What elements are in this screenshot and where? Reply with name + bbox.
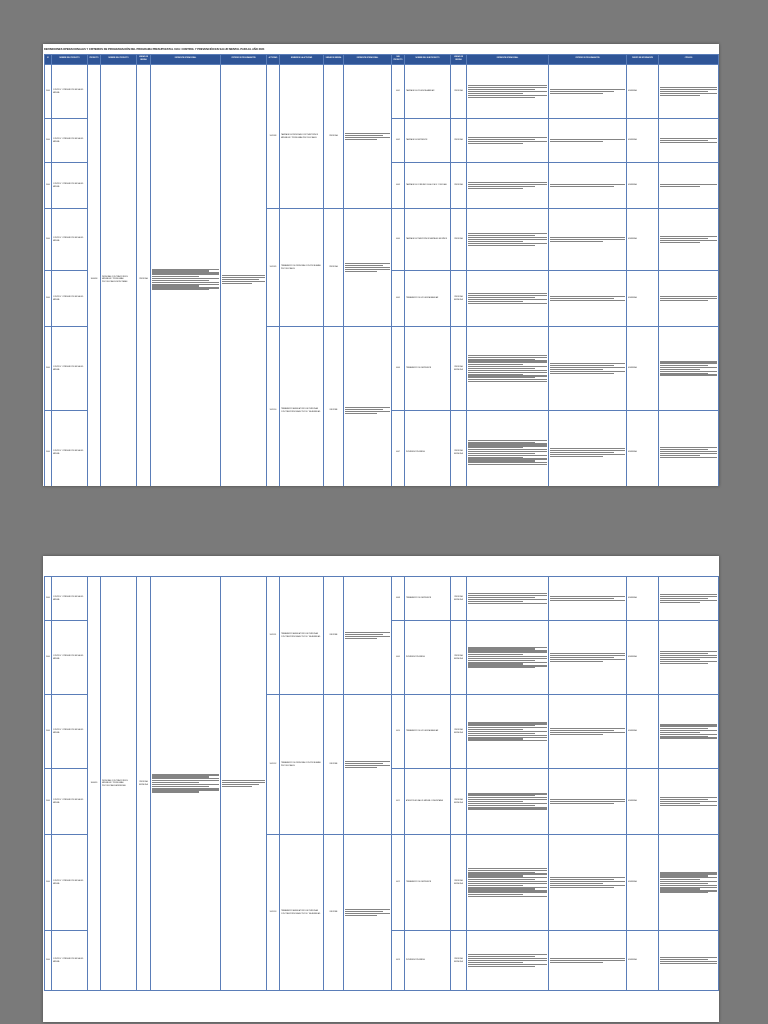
activity-definition-cell xyxy=(344,327,392,487)
sub-code-cell: 0013 xyxy=(392,931,405,991)
sub-name-cell: INTERVENCIÓN BREVE xyxy=(405,621,451,695)
column-header: NOMBRE DE LA ACTIVIDAD xyxy=(280,55,324,65)
table-row xyxy=(45,65,719,119)
activity-name-cell: TAMIZAJE DE PERSONAS CON TRASTORNOS MENTALES Y PROBLEMAS PSICOSOCIALES xyxy=(280,65,324,209)
sub-criteria-cell xyxy=(549,835,627,931)
column-header: ACTIVIDAD xyxy=(267,55,280,65)
sub-definition-cell xyxy=(467,695,549,769)
row-number: 3000 xyxy=(45,931,52,991)
column-header: CRITERIO DE PROGRAMACIÓN xyxy=(221,55,267,65)
column-header: NOMBRE DEL PRODUCTO xyxy=(101,55,137,65)
sub-definition-cell xyxy=(467,835,549,931)
row-number: 3000 xyxy=(45,119,52,163)
product-name-cell: PERSONAS CON TRASTORNOS MENTALES Y PROBLEMAS PSICOSOCIALES DETECTADAS xyxy=(101,65,137,487)
sub-unit-cell: PERSONA xyxy=(451,163,467,209)
activity-name-cell: TRATAMIENTO DE PERSONAS CON PROBLEMAS PSICOSOCIALES xyxy=(280,209,324,327)
sub-definition-cell xyxy=(467,271,549,327)
source-cell: HIS/MINSA xyxy=(627,621,659,695)
activity-unit-cell: PERSONA xyxy=(324,65,344,209)
source-cell: HIS/MINSA xyxy=(627,695,659,769)
source-cell: HIS/MINSA xyxy=(627,119,659,163)
column-header: PRODUCTO xyxy=(88,55,101,65)
product-criteria-cell xyxy=(221,577,267,991)
activity-code-cell: 5005192 xyxy=(267,695,280,835)
program-cell: CONTROL Y PREVENCIÓN EN SALUD MENTAL xyxy=(52,695,88,769)
product-unit-cell: PERSONA xyxy=(137,65,151,487)
sub-unit-cell: PERSONA ATENDIDA xyxy=(451,621,467,695)
source-cell: HIS/MINSA xyxy=(627,769,659,835)
sub-definition-cell xyxy=(467,119,549,163)
sub-name-cell: TRATAMIENTO DE DEPRESIÓN xyxy=(405,327,451,411)
program-cell: CONTROL Y PREVENCIÓN EN SALUD MENTAL xyxy=(52,931,88,991)
page-1 xyxy=(43,44,719,486)
source-cell: HIS/MINSA xyxy=(627,163,659,209)
codes-cell xyxy=(659,65,719,119)
sub-definition-cell xyxy=(467,65,549,119)
activity-name-cell: TRATAMIENTO AMBULATORIO DE PERSONAS CON TRASTORNOS AFECTIVOS Y DE ANSIEDAD xyxy=(280,327,324,487)
activity-unit-cell: INFORME xyxy=(324,577,344,695)
program-cell: CONTROL Y PREVENCIÓN EN SALUD MENTAL xyxy=(52,577,88,621)
sub-name-cell: ATENCIÓN EN SALUD MENTAL COMUNITARIA xyxy=(405,769,451,835)
sub-name-cell: TRATAMIENTO DE DEPRESIÓN xyxy=(405,835,451,931)
row-number: 3000 xyxy=(45,835,52,931)
column-header: CRITERIO DE PROGRAMACIÓN xyxy=(549,55,627,65)
column-header: CÓDIGOS xyxy=(659,55,719,65)
row-number: 3000 xyxy=(45,411,52,487)
column-header: UNIDAD DE MEDIDA xyxy=(137,55,151,65)
column-header: FUENTE DE INFORMACIÓN xyxy=(627,55,659,65)
source-cell: HIS/MINSA xyxy=(627,577,659,621)
row-number: 3000 xyxy=(45,769,52,835)
sub-unit-cell: PERSONA xyxy=(451,65,467,119)
activity-unit-cell: INFORME xyxy=(324,327,344,487)
activity-name-cell: TRATAMIENTO AMBULATORIO DE PERSONAS CON TRASTORNOS AFECTIVOS Y DE ANSIEDAD xyxy=(280,577,324,695)
sub-criteria-cell xyxy=(549,119,627,163)
sub-code-cell: 0002 xyxy=(392,119,405,163)
activity-code-cell: 5005189 xyxy=(267,209,280,327)
activity-unit-cell: PERSONA xyxy=(324,209,344,327)
sub-criteria-cell xyxy=(549,577,627,621)
sub-criteria-cell xyxy=(549,163,627,209)
sub-definition-cell xyxy=(467,577,549,621)
sub-definition-cell xyxy=(467,327,549,411)
page-2 xyxy=(43,556,719,1022)
sub-code-cell: 0010 xyxy=(392,695,405,769)
sub-code-cell: 0005 xyxy=(392,271,405,327)
definitions-table-continued xyxy=(44,576,719,991)
row-number: 3000 xyxy=(45,65,52,119)
sub-unit-cell: PERSONA ATENDIDA xyxy=(451,327,467,411)
program-cell: CONTROL Y PREVENCIÓN EN SALUD MENTAL xyxy=(52,835,88,931)
product-unit-cell: PERSONA ATENDIDA xyxy=(137,577,151,991)
sub-code-cell: 0008 xyxy=(392,577,405,621)
source-cell: HIS/MINSA xyxy=(627,209,659,271)
activity-name-cell: TRATAMIENTO DE PERSONAS CON PROBLEMAS PSICOSOCIALES xyxy=(280,695,324,835)
codes-cell xyxy=(659,327,719,411)
product-definition-cell xyxy=(151,65,221,487)
sub-unit-cell: PERSONA ATENDIDA xyxy=(451,411,467,487)
product-name-cell: PERSONAS CON TRASTORNOS MENTALES Y PROBLEMAS PSICOSOCIALES ATENDIDAS xyxy=(101,577,137,991)
program-cell: CONTROL Y PREVENCIÓN EN SALUD MENTAL xyxy=(52,271,88,327)
program-cell: CONTROL Y PREVENCIÓN EN SALUD MENTAL xyxy=(52,621,88,695)
sub-code-cell: 0009 xyxy=(392,621,405,695)
activity-definition-cell xyxy=(344,835,392,991)
source-cell: HIS/MINSA xyxy=(627,327,659,411)
codes-cell xyxy=(659,695,719,769)
codes-cell xyxy=(659,209,719,271)
source-cell: HIS/MINSA xyxy=(627,835,659,931)
sub-criteria-cell xyxy=(549,65,627,119)
table-header-row xyxy=(45,55,719,65)
sub-definition-cell xyxy=(467,621,549,695)
sub-name-cell: TRATAMIENTO DE VIOLENCIA FAMILIAR xyxy=(405,695,451,769)
sub-name-cell: TAMIZAJE DE VIOLENCIA FAMILIAR xyxy=(405,65,451,119)
row-number: 3000 xyxy=(45,209,52,271)
sub-unit-cell: PERSONA ATENDIDA xyxy=(451,835,467,931)
sub-unit-cell: PERSONA ATENDIDA xyxy=(451,695,467,769)
sub-code-cell: 0003 xyxy=(392,163,405,209)
sub-criteria-cell xyxy=(549,769,627,835)
sub-code-cell: 0001 xyxy=(392,65,405,119)
sub-unit-cell: PERSONA ATENDIDA xyxy=(451,271,467,327)
source-cell: HIS/MINSA xyxy=(627,931,659,991)
sub-criteria-cell xyxy=(549,327,627,411)
sub-code-cell: 0006 xyxy=(392,327,405,411)
activity-definition-cell xyxy=(344,65,392,209)
sub-code-cell: 0007 xyxy=(392,411,405,487)
sub-definition-cell xyxy=(467,769,549,835)
sub-criteria-cell xyxy=(549,621,627,695)
program-cell: CONTROL Y PREVENCIÓN EN SALUD MENTAL xyxy=(52,209,88,271)
codes-cell xyxy=(659,271,719,327)
program-cell: CONTROL Y PREVENCIÓN EN SALUD MENTAL xyxy=(52,327,88,411)
sub-name-cell: TAMIZAJE DE TRASTORNOS MENTALES EN NIÑOS xyxy=(405,209,451,271)
sub-definition-cell xyxy=(467,411,549,487)
sub-criteria-cell xyxy=(549,931,627,991)
activity-definition-cell xyxy=(344,695,392,835)
sub-criteria-cell xyxy=(549,411,627,487)
activity-definition-cell xyxy=(344,209,392,327)
sub-unit-cell: PERSONA ATENDIDA xyxy=(451,769,467,835)
sub-code-cell: 0004 xyxy=(392,209,405,271)
codes-cell xyxy=(659,577,719,621)
codes-cell xyxy=(659,411,719,487)
document-title: DEFINICIONES OPERACIONALES Y CRITERIOS DE PROGRAMACIÓN DEL PROGRAMA PRESUPUESTAL 0131: CONTROL Y PREVENCIÓN EN SALUD MENTAL PARA EL AÑO 2024 xyxy=(44,48,265,51)
activity-code-cell: 5005193 xyxy=(267,835,280,991)
column-header: NOMBRE DEL SUB PRODUCTO xyxy=(405,55,451,65)
sub-name-cell: INTERVENCIÓN BREVE xyxy=(405,411,451,487)
column-header: DEFINICIÓN OPERACIONAL xyxy=(151,55,221,65)
sub-unit-cell: PERSONA xyxy=(451,119,467,163)
sub-code-cell: 0012 xyxy=(392,835,405,931)
column-header: UNIDAD DE MEDIDA xyxy=(324,55,344,65)
program-cell: CONTROL Y PREVENCIÓN EN SALUD MENTAL xyxy=(52,769,88,835)
row-number: 3000 xyxy=(45,577,52,621)
column-header: DEFINICIÓN OPERACIONAL xyxy=(467,55,549,65)
row-number: 3000 xyxy=(45,327,52,411)
activity-unit-cell: INFORME xyxy=(324,835,344,991)
sub-name-cell: TRATAMIENTO DE DEPRESIÓN xyxy=(405,577,451,621)
program-cell: CONTROL Y PREVENCIÓN EN SALUD MENTAL xyxy=(52,119,88,163)
column-header: UNIDAD DE MEDIDA xyxy=(451,55,467,65)
sub-criteria-cell xyxy=(549,271,627,327)
column-header: N° xyxy=(45,55,52,65)
row-number: 3000 xyxy=(45,163,52,209)
sub-name-cell: TAMIZAJE DE CONSUMO DE ALCOHOL Y DROGAS xyxy=(405,163,451,209)
sub-unit-cell: PERSONA xyxy=(451,209,467,271)
codes-cell xyxy=(659,163,719,209)
row-number: 3000 xyxy=(45,621,52,695)
activity-name-cell: TRATAMIENTO AMBULATORIO DE PERSONAS CON TRASTORNOS AFECTIVOS Y DE ANSIEDAD xyxy=(280,835,324,991)
source-cell: HIS/MINSA xyxy=(627,65,659,119)
source-cell: HIS/MINSA xyxy=(627,271,659,327)
table-row xyxy=(45,577,719,621)
sub-definition-cell xyxy=(467,163,549,209)
sub-criteria-cell xyxy=(549,695,627,769)
codes-cell xyxy=(659,835,719,931)
column-header: SUB PRODUCTO xyxy=(392,55,405,65)
sub-definition-cell xyxy=(467,931,549,991)
sub-definition-cell xyxy=(467,209,549,271)
sub-unit-cell: PERSONA ATENDIDA xyxy=(451,931,467,991)
row-number: 3000 xyxy=(45,271,52,327)
product-definition-cell xyxy=(151,577,221,991)
sub-name-cell: INTERVENCIÓN BREVE xyxy=(405,931,451,991)
column-header: NOMBRE DEL PRODUCTO xyxy=(52,55,88,65)
product-criteria-cell xyxy=(221,65,267,487)
program-cell: CONTROL Y PREVENCIÓN EN SALUD MENTAL xyxy=(52,65,88,119)
definitions-table xyxy=(44,54,719,486)
codes-cell xyxy=(659,931,719,991)
sub-name-cell: TAMIZAJE DE DEPRESIÓN xyxy=(405,119,451,163)
activity-code-cell: 5005191 xyxy=(267,577,280,695)
codes-cell xyxy=(659,119,719,163)
product-code-cell: 3000698 xyxy=(88,65,101,487)
row-number: 3000 xyxy=(45,695,52,769)
product-code-cell: 3000699 xyxy=(88,577,101,991)
sub-code-cell: 0011 xyxy=(392,769,405,835)
column-header: DEFINICIÓN OPERACIONAL xyxy=(344,55,392,65)
codes-cell xyxy=(659,621,719,695)
program-cell: CONTROL Y PREVENCIÓN EN SALUD MENTAL xyxy=(52,163,88,209)
program-cell: CONTROL Y PREVENCIÓN EN SALUD MENTAL xyxy=(52,411,88,487)
source-cell: HIS/MINSA xyxy=(627,411,659,487)
sub-unit-cell: PERSONA ATENDIDA xyxy=(451,577,467,621)
activity-code-cell: 5005188 xyxy=(267,65,280,209)
sub-criteria-cell xyxy=(549,209,627,271)
codes-cell xyxy=(659,769,719,835)
sub-name-cell: TRATAMIENTO DE VIOLENCIA FAMILIAR xyxy=(405,271,451,327)
activity-unit-cell: INFORME xyxy=(324,695,344,835)
activity-code-cell: 5005190 xyxy=(267,327,280,487)
activity-definition-cell xyxy=(344,577,392,695)
